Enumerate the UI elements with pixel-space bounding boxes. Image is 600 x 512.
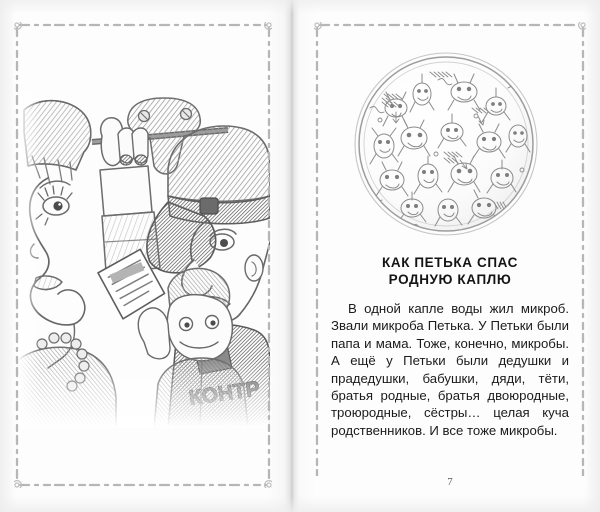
- body-paragraph: В одной капле воды жил микроб. Звали микроба Петька. У Петьки были папа и мама. Тоже, конечно, микробы. А ещё у Петьки были дедушки и прадедушки, бабушки, дяди, тёти, братья родные, братья двоюродные, троюродные, сёстры… целая куча родственников. И все тоже микробы.: [331, 301, 569, 438]
- chapter-title: [332, 254, 568, 288]
- chapter-title-line-1: КАК ПЕТЬКА СПАС: [382, 255, 518, 271]
- page-number-folio: [314, 476, 586, 488]
- chapter-title-line-2: РОДНУЮ КАПЛЮ: [388, 272, 512, 288]
- page-number-value: 7: [440, 476, 460, 488]
- left-page-illustration: [18, 92, 270, 428]
- chapter-body-text: [331, 300, 569, 439]
- water-drop-circle-illustration: [352, 50, 540, 238]
